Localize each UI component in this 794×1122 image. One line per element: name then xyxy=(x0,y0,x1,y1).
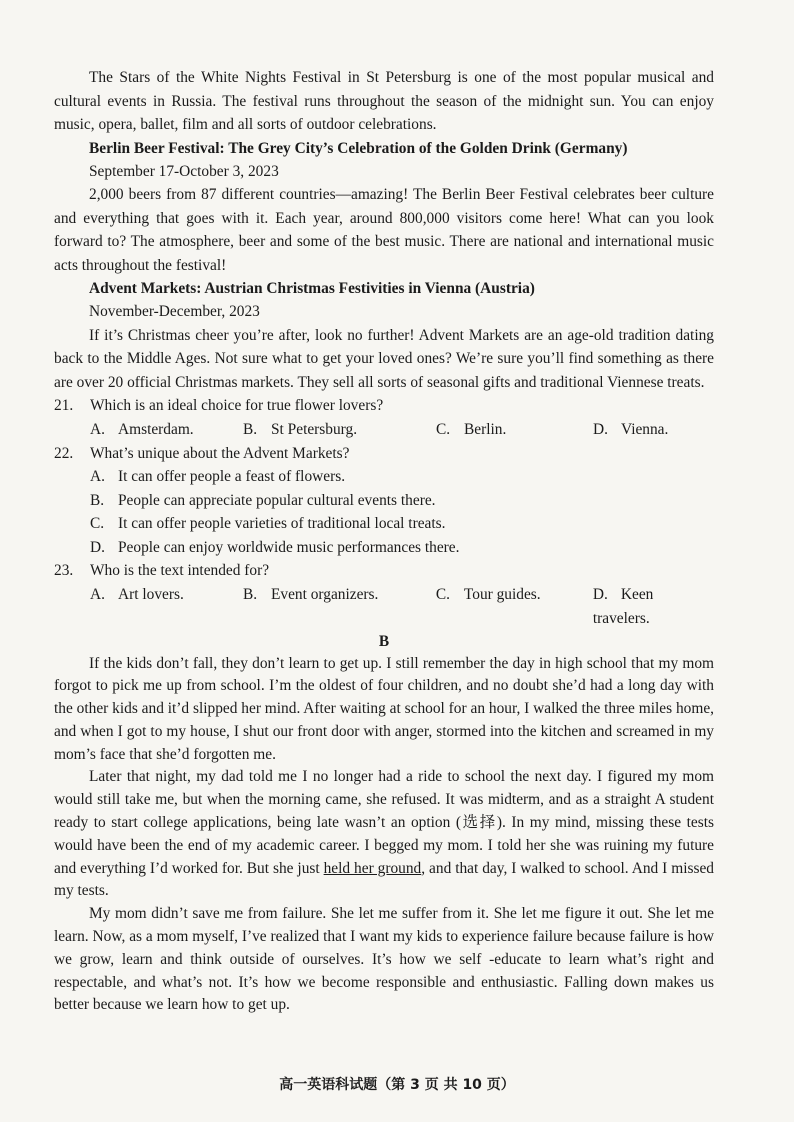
question-21 xyxy=(54,394,714,442)
passage-b-paragraph-1: If the kids don’t fall, they don’t learn to get up. I still remember the day in high school that my mom forgot to pick me up from school. I’m the oldest of four children, and no doubt she’d had a long day with the other kids and it’d slipped her mind. After waiting at school for an hour, I walked the three miles home, and when I got to my house, I shut our front door with anger, stormed into the kitchen and screamed in my mom’s face that she’d forgotten me. xyxy=(54,654,714,763)
berlin-heading: Berlin Beer Festival: The Grey City’s Celebration of the Golden Drink (Germany) xyxy=(89,139,628,157)
question-text: Who is the text intended for? xyxy=(90,562,270,579)
question-number: 21. xyxy=(54,397,74,414)
passage-b xyxy=(54,653,714,1018)
options-row xyxy=(54,583,714,631)
advent-heading: Advent Markets: Austrian Christmas Festivities in Vienna (Austria) xyxy=(89,280,535,297)
passage-b-paragraph-3: My mom didn’t save me from failure. She let me suffer from it. She let me figure it out. She let me learn. Now, as a mom myself, I’ve realized that I want my kids to experience failure because failure is how we grow, learn and think outside of ourselves. It’s how we self -educate to learn what’s right and respectable, and what’s not. It’s how we become responsible and enthusiastic. Falling down makes us better because we learn how to get up. xyxy=(54,905,714,1014)
advent-text: If it’s Christmas cheer you’re after, look no further! Advent Markets are an age-old tradition dating back to the Middle Ages. Not sure what to get your loved ones? We’re sure you’ll find something as there are over 20 official Christmas markets. They sell all sorts of seasonal gifts and traditional Viennese treats. xyxy=(54,326,714,391)
option-d[interactable]: D. People can enjoy worldwide music performances there. xyxy=(90,538,460,556)
option-b[interactable]: B. People can appreciate popular cultural events there. xyxy=(90,491,436,509)
option-b[interactable]: B. St Petersburg. xyxy=(243,420,358,438)
question-text: Which is an ideal choice for true flower lovers? xyxy=(90,397,384,414)
question-23 xyxy=(54,559,714,631)
option-d[interactable]: D. Keen travelers. xyxy=(592,585,654,627)
question-number: 22. xyxy=(54,444,74,462)
option-a[interactable]: A. Amsterdam. xyxy=(90,420,194,438)
option-c[interactable]: C. Tour guides. xyxy=(435,585,541,603)
option-c[interactable]: C. It can offer people varieties of traditional local treats. xyxy=(90,515,446,532)
question-22 xyxy=(54,442,714,560)
option-a[interactable]: A. Art lovers. xyxy=(90,585,184,603)
berlin-text: 2,000 beers from 87 different countries—amazing! The Berlin Beer Festival celebrates beer culture and everything that goes with it. Each year, around 800,000 visitors come here! What can you look forward to? The atmosphere, beer and some of the best music. There are national and international music acts throughout the festival! xyxy=(54,186,714,274)
passage-b-paragraph-2: Later that night, my dad told me I no longer had a ride to school the next day. I figured my mom would still take me, but when the morning came, she refused. It was midterm, and as a straight A student ready to start college applications, being late wasn’t an option (选择). In my mind, missing these tests would have been the end of my academic career. I begged my mom. I told her she was ruining my future and everything I’d worked for. But she just held her ground, and that day, I walked to school. And I missed my tests. xyxy=(54,768,714,900)
intro-paragraph: The Stars of the White Nights Festival in St Petersburg is one of the most popular musical and cultural events in Russia. The festival runs throughout the season of the midnight sun. You can enjoy music, opera, ballet, film and all sorts of outdoor celebrations. xyxy=(54,69,714,133)
page-footer: 高一英语科试题（第 3 页 共 10 页） xyxy=(279,1077,515,1093)
section-label: B xyxy=(378,632,390,650)
option-d[interactable]: D. Vienna. xyxy=(593,420,669,438)
document-page xyxy=(54,66,714,1017)
advent-date: November-December, 2023 xyxy=(89,303,260,320)
options-row xyxy=(54,418,714,442)
option-c[interactable]: C. Berlin. xyxy=(436,420,507,438)
underlined-phrase: held her ground xyxy=(323,859,422,877)
berlin-date: September 17-October 3, 2023 xyxy=(89,162,279,180)
question-number: 23. xyxy=(54,562,74,579)
option-a[interactable]: A. It can offer people a feast of flowers. xyxy=(90,468,346,485)
option-b[interactable]: B. Event organizers. xyxy=(242,585,379,603)
question-text: What’s unique about the Advent Markets? xyxy=(90,444,350,462)
